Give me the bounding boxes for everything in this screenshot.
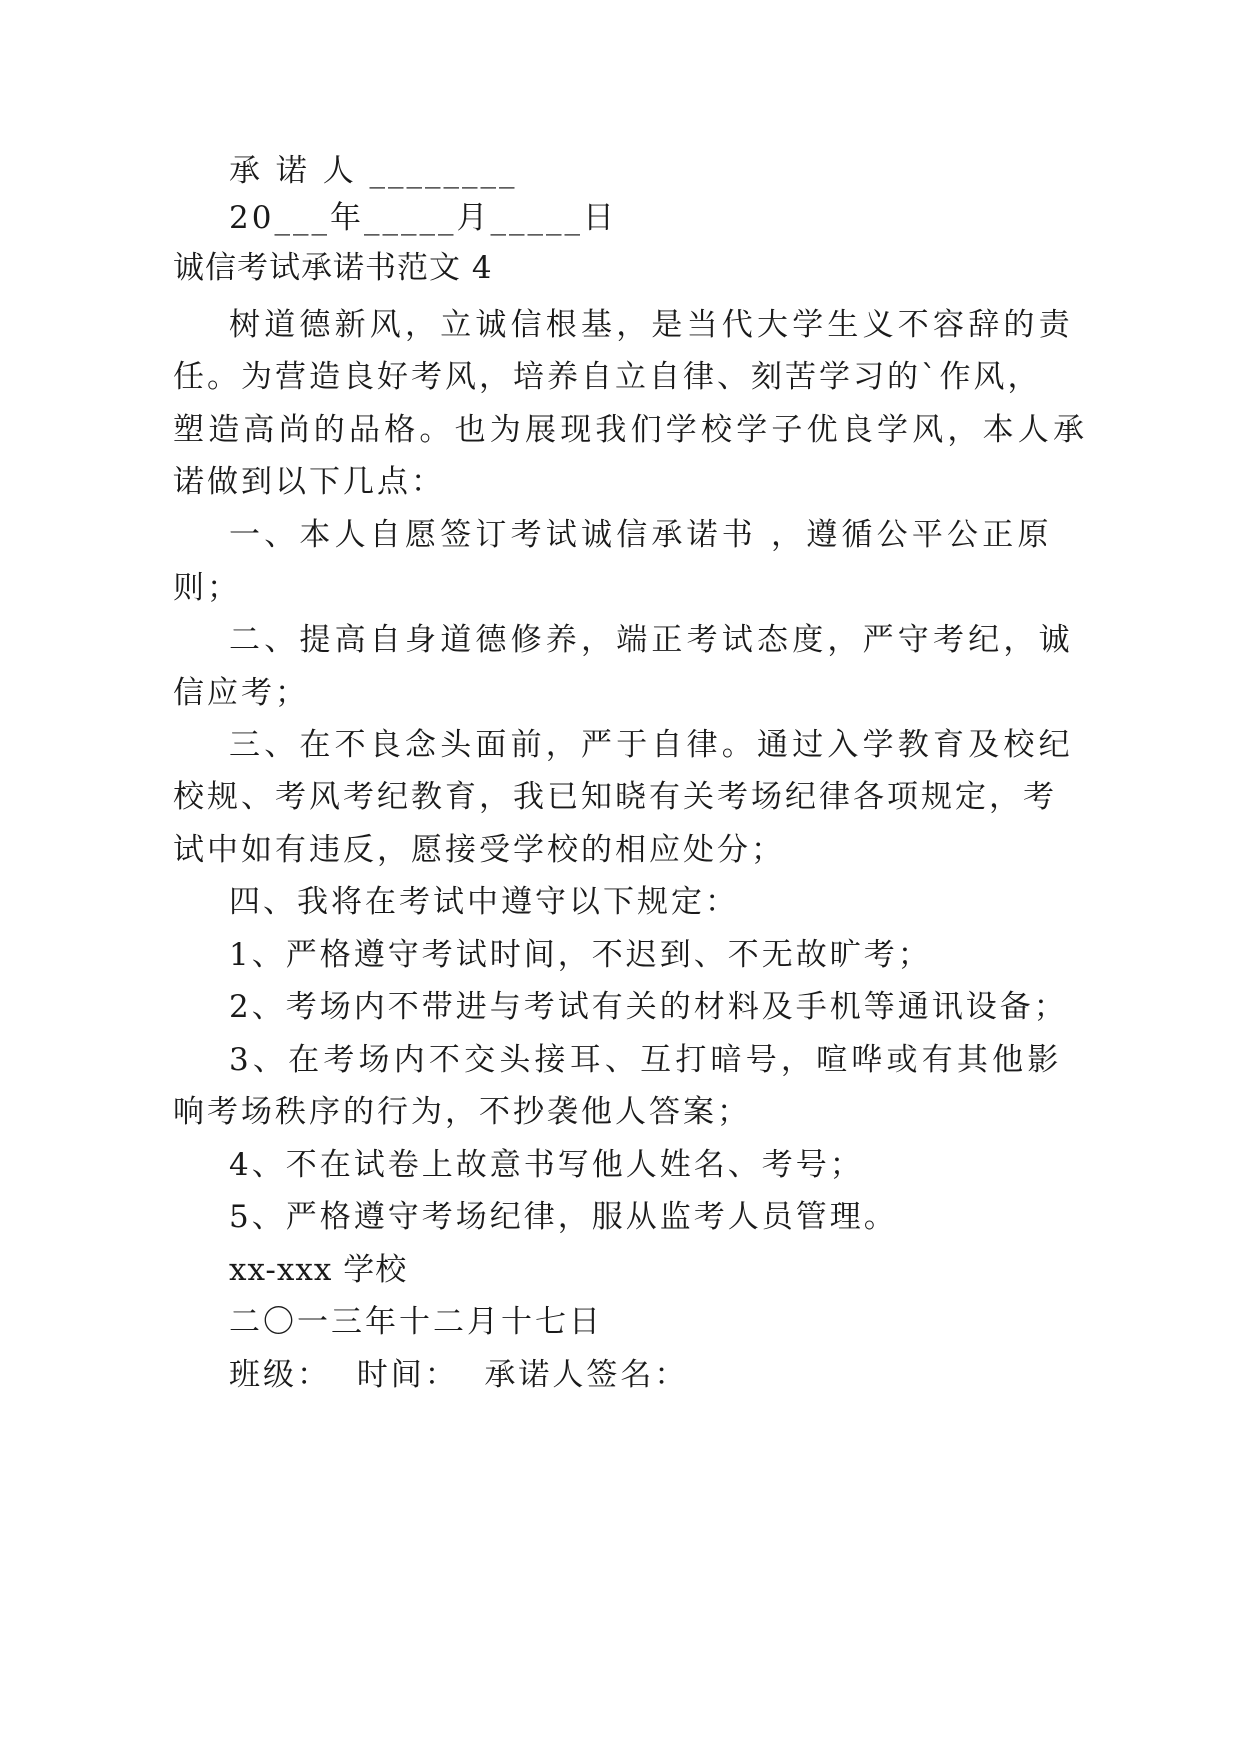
rule-3-line-1: 3、在考场内不交头接耳、互打暗号，喧哗或有其他影 — [229, 1042, 1063, 1078]
rule-4: 4、不在试卷上故意书写他人姓名、考号； — [229, 1147, 864, 1183]
item-1-line-1: 一、本人自愿签订考试诚信承诺书 ，遵循公平公正原 — [229, 517, 1053, 553]
document-date: 二〇一三年十二月十七日 — [229, 1304, 603, 1340]
item-2-line-2: 信应考； — [173, 675, 309, 711]
rule-5: 5、严格遵守考场纪律，服从监考人员管理。 — [229, 1199, 898, 1235]
rule-2: 2、考场内不带进与考试有关的材料及手机等通讯设备； — [229, 989, 1068, 1025]
school-name: xx-xxx 学校 — [229, 1252, 408, 1288]
item-2-line-1: 二、提高自身道德修养，端正考试态度，严守考纪，诚 — [229, 622, 1074, 658]
intro-line-4: 诺做到以下几点： — [173, 464, 445, 500]
item-3-line-3: 试中如有违反，愿接受学校的相应处分； — [173, 832, 785, 868]
rule-3-line-2: 响考场秩序的行为，不抄袭他人答案； — [173, 1094, 751, 1130]
signature-fields: 班级： 时间： 承诺人签名： — [229, 1357, 689, 1393]
item-3-line-1: 三、在不良念头面前，严于自律。通过入学教育及校纪 — [229, 727, 1074, 763]
intro-line-1: 树道德新风，立诚信根基，是当代大学生义不容辞的责 — [229, 307, 1074, 343]
document-title: 诚信考试承诺书范文 4 — [173, 250, 493, 286]
rule-1: 1、严格遵守考试时间，不迟到、不无故旷考； — [229, 937, 932, 973]
item-1-line-2: 则； — [173, 570, 241, 606]
item-4: 四、我将在考试中遵守以下规定： — [229, 884, 739, 920]
intro-line-3: 塑造高尚的品格。也为展现我们学校学子优良学风，本人承 — [173, 412, 1089, 448]
date-blank-line: 20___年_____月_____日 — [229, 200, 617, 236]
signer-line: 承 诺 人 ________ — [229, 153, 518, 189]
item-3-line-2: 校规、考风考纪教育，我已知晓有关考场纪律各项规定，考 — [173, 779, 1057, 815]
intro-line-2: 任。为营造良好考风，培养自立自律、刻苦学习的`作风， — [173, 359, 1042, 395]
